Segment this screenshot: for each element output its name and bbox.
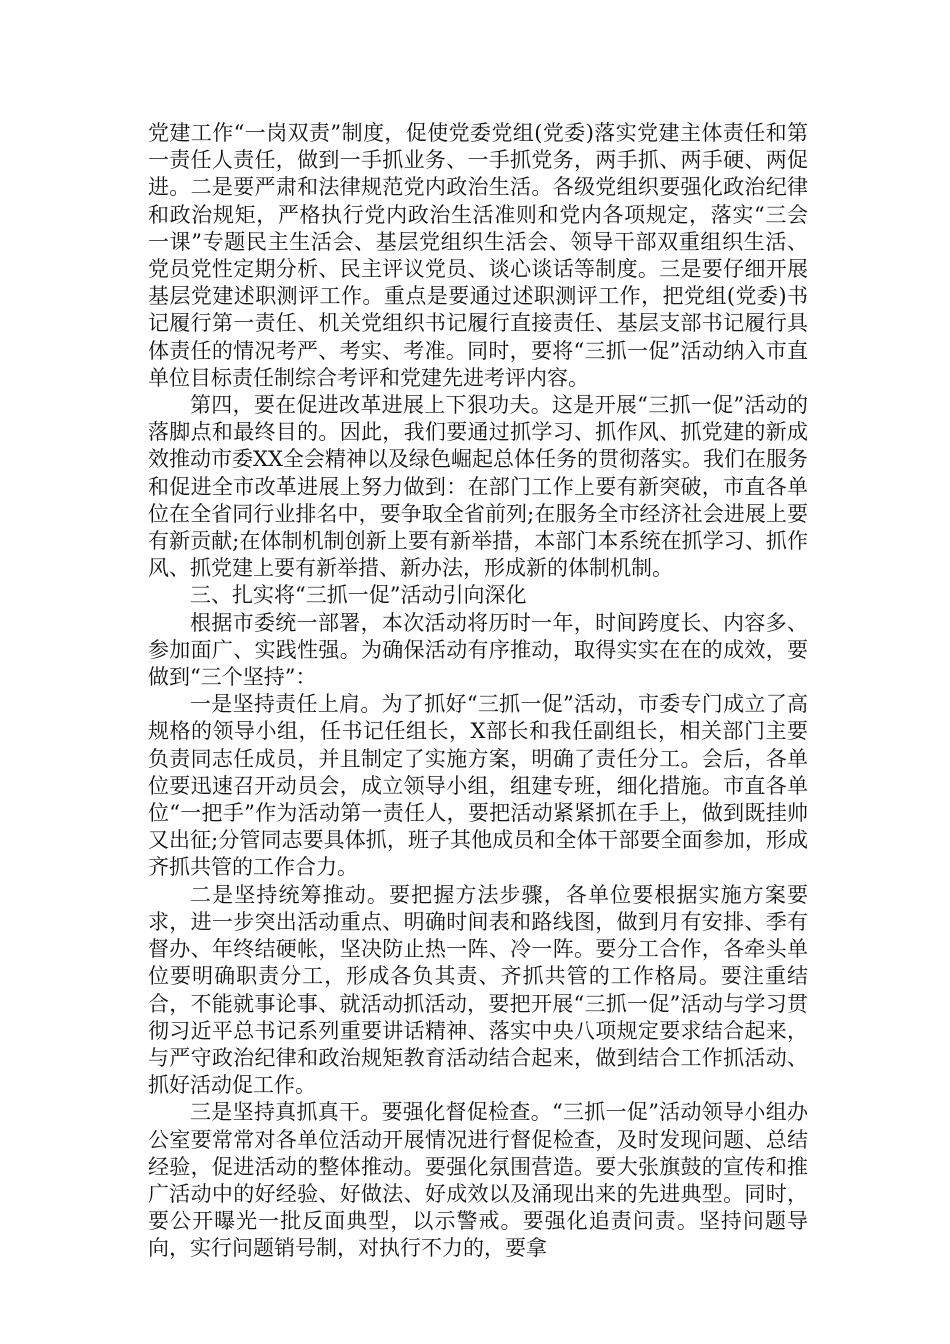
section-heading: 三、扎实将“三抓一促”活动引向深化 [190,583,527,608]
paragraph: 第四，要在促进改革进展上下狠功夫。这是开展“三抓一促”活动的落脚点和最终目的。因此，我们要通过抓学习、抓作风、抓党建的新成效推动市委XX全会精神以及绿色崛起总体任务的贯彻落实。我们在服务和促进全市改革进展上努力做到：在部门工作上要有新突破，市直各单位在全省同行业排名中，要争取全省前列;在服务全市经济社会进展上要有新贡献;在体制机制创新上要有新举措，本部门本系统在抓学习、抓作风、抓党建上要有新举措、新办法，形成新的体制机制。 [148,393,808,581]
paragraph: 三是坚持真抓真干。要强化督促检查。“三抓一促”活动领导小组办公室要常常对各单位活动开展情况进行督促检查，及时发现问题、总结经验，促进活动的整体推动。要强化氛围营造。要大张旗鼓的宣传和推广活动中的好经验、好做法、好成效以及涌现出来的先进典型。同时，要公开曝光一批反面典型，以示警戒。要强化追责问责。坚持问题导向，实行问题销号制，对执行不力的，要拿 [148,1100,808,1261]
paragraph: 一是坚持责任上肩。为了抓好“三抓一促”活动，市委专门成立了高规格的领导小组，任书记任组长，X部长和我任副组长，相关部门主要负责同志任成员，并且制定了实施方案，明确了责任分工。会后，各单位要迅速召开动员会，成立领导小组，组建专班，细化措施。市直各单位“一把手”作为活动第一责任人，要把活动紧紧抓在手上，做到既挂帅又出征;分管同志要具体抓，班子其他成员和全体干部要全面参加，形成齐抓共管的工作合力。 [148,692,808,880]
paragraph: 二是坚持统筹推动。要把握方法步骤，各单位要根据实施方案要求，进一步突出活动重点、明确时间表和路线图，做到月有安排、季有督办、年终结硬帐，坚决防止热一阵、冷一阵。要分工合作，各牵头单位要明确职责分工，形成各负其责、齐抓共管的工作格局。要注重结合，不能就事论事、就活动抓活动，要把开展“三抓一促”活动与学习贯彻习近平总书记系列重要讲话精神、落实中央八项规定要求结合起来，与严守政治纪律和政治规矩教育活动结合起来，做到结合工作抓活动、抓好活动促工作。 [148,882,808,1098]
paragraph: 党建工作“一岗双责”制度，促使党委党组(党委)落实党建主体责任和第一责任人责任，做到一手抓业务、一手抓党务，两手抓、两手硬、两促进。二是要严肃和法律规范党内政治生活。各级党组织要强化政治纪律和政治规矩，严格执行党内政治生活准则和党内各项规定，落实“三会一课”专题民主生活会、基层党组织生活会、领导干部双重组织生活、党员党性定期分析、民主评议党员、谈心谈话等制度。三是要仔细开展基层党建述职测评工作。重点是要通过述职测评工作，把党组(党委)书记履行第一责任、机关党组织书记履行直接责任、基层支部书记履行具体责任的情况考严、考实、考准。同时，要将“三抓一促”活动纳入市直单位目标责任制综合考评和党建先进考评内容。 [148,121,808,390]
paragraph: 根据市委统一部署，本次活动将历时一年，时间跨度长、内容多、参加面广、实践性强。为确保活动有序推动，取得实实在在的成效，要做到“三个坚持”： [148,610,808,690]
document-body [148,120,808,1263]
